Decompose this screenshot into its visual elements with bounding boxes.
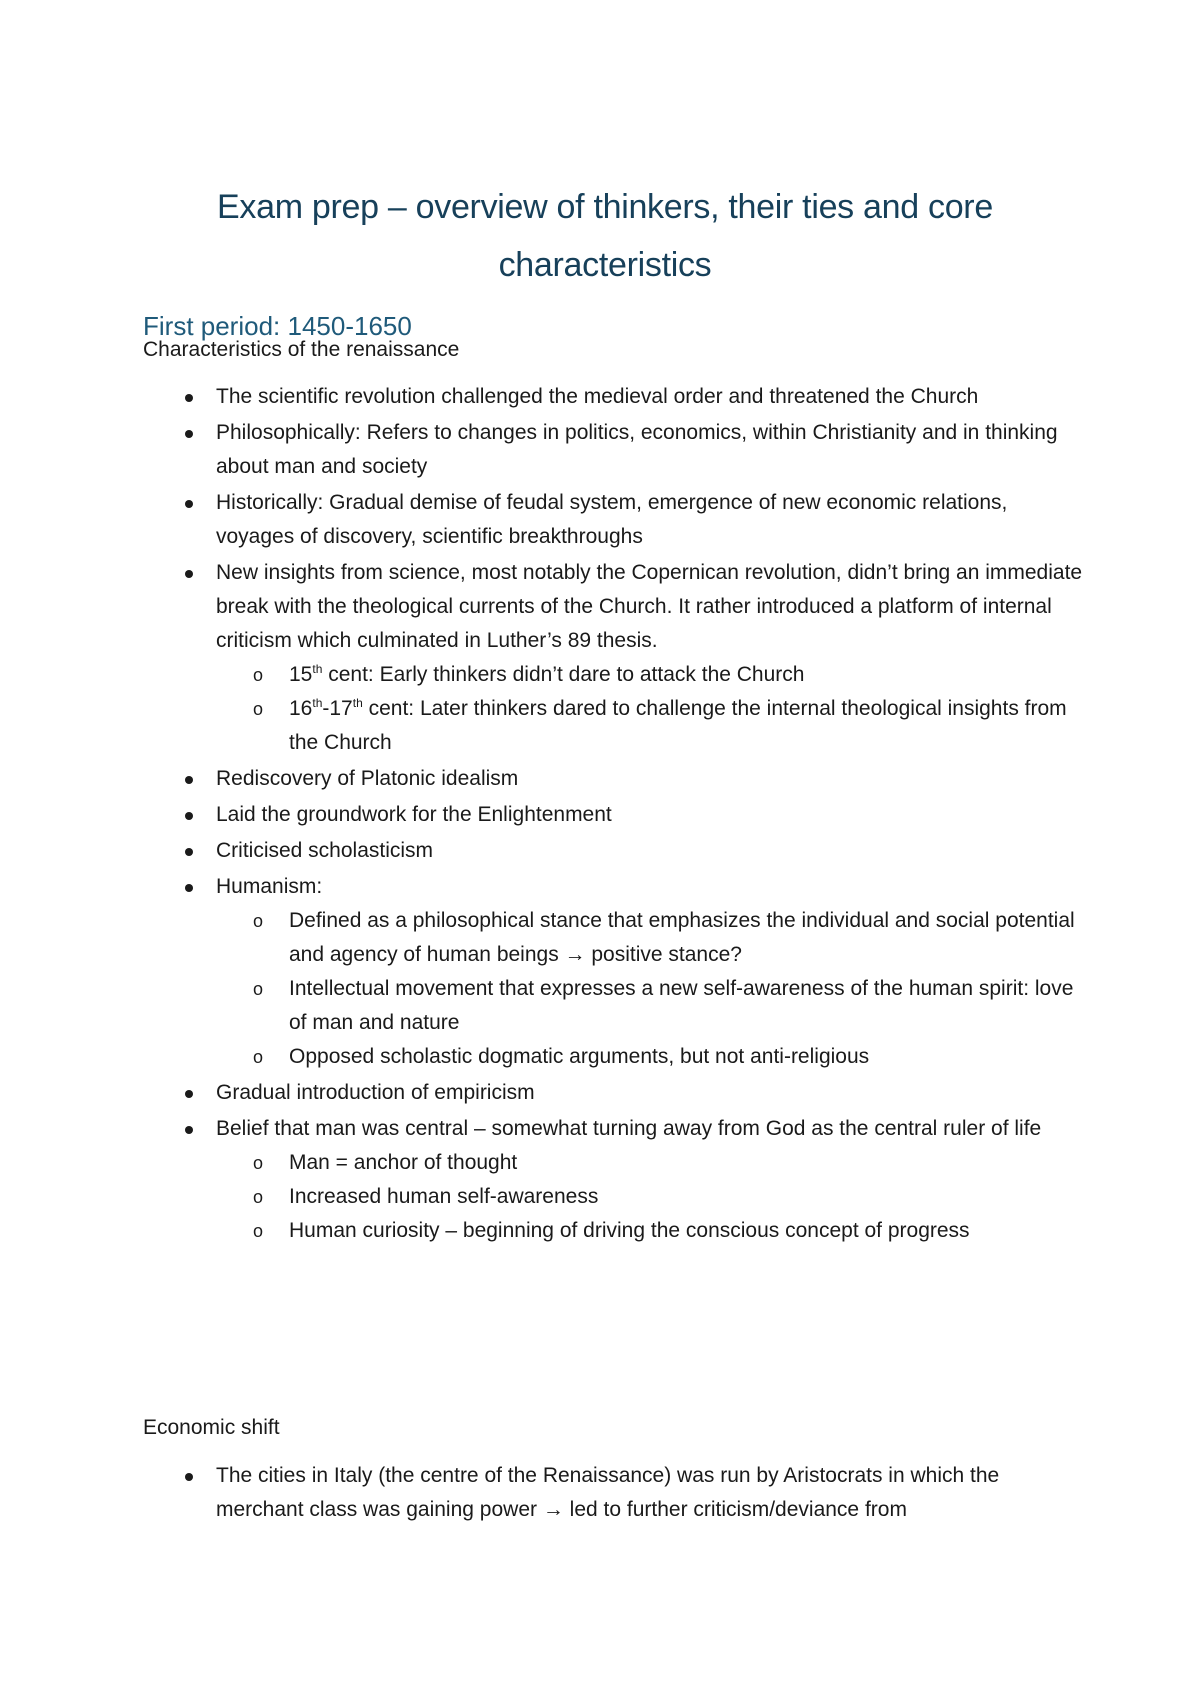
circle-bullet-icon: o xyxy=(253,665,264,685)
century-16-number: 16 xyxy=(289,697,313,720)
sublist-item xyxy=(216,904,1083,972)
subheading-renaissance: Characteristics of the renaissance xyxy=(143,338,460,361)
list-item-text: New insights from science, most notably the Copernican revolution, didn’t bring an immediate break with the theological currents of the Church. It rather introduced a platform of internal criticism which culminated in Luther’s 89 thesis. xyxy=(216,561,1083,652)
circle-bullet-icon: o xyxy=(253,979,264,999)
sublist-item xyxy=(216,658,1083,692)
list-item-text: The cities in Italy (the centre of the Renaissance) was run by Aristocrats in which the merchant class was gaining power → led to further criticism/deviance from xyxy=(216,1464,1000,1521)
circle-bullet-icon: o xyxy=(253,1153,264,1173)
man-central-sublist xyxy=(216,1146,1083,1248)
bullet-icon xyxy=(185,430,193,438)
sublist-item-text: Defined as a philosophical stance that emphasizes the individual and social potential and agency of human beings → positive stance? xyxy=(289,909,1075,966)
list-item-text: Humanism: xyxy=(216,875,323,898)
century-15-number: 15 xyxy=(289,663,313,686)
bullet-icon xyxy=(185,848,193,856)
century-17-number: -17 xyxy=(322,697,353,720)
economic-list xyxy=(143,1459,1083,1529)
circle-bullet-icon: o xyxy=(253,911,264,931)
century-16-text: cent: Later thinkers dared to challenge the internal theological insights from the Church xyxy=(289,697,1067,754)
sublist-item xyxy=(216,1214,1083,1248)
list-item xyxy=(143,556,1083,760)
sublist-item-text: Increased human self-awareness xyxy=(289,1185,599,1208)
bullet-icon xyxy=(185,812,193,820)
bullet-icon xyxy=(185,884,193,892)
list-item xyxy=(143,762,1083,796)
circle-bullet-icon: o xyxy=(253,1047,264,1067)
list-item xyxy=(143,798,1083,832)
list-item xyxy=(143,1459,1083,1527)
sublist-item xyxy=(216,972,1083,1040)
sublist-item-text: Intellectual movement that expresses a new self-awareness of the human spirit: love of man and nature xyxy=(289,977,1074,1034)
sublist-item-text: Opposed scholastic dogmatic arguments, but not anti-religious xyxy=(289,1045,870,1068)
bullet-icon xyxy=(185,394,193,402)
bullet-icon xyxy=(185,776,193,784)
renaissance-list xyxy=(143,380,1083,1250)
list-item xyxy=(143,486,1083,554)
sublist-item xyxy=(216,1180,1083,1214)
circle-bullet-icon: o xyxy=(253,1221,264,1241)
list-item xyxy=(143,834,1083,868)
bullet-icon xyxy=(185,1473,193,1481)
circle-bullet-icon: o xyxy=(253,699,264,719)
sublist-item xyxy=(216,692,1083,760)
list-item-text: The scientific revolution challenged the medieval order and threatened the Church xyxy=(216,385,979,408)
bullet-icon xyxy=(185,1090,193,1098)
list-item-text: Philosophically: Refers to changes in politics, economics, within Christianity and in thinking about man and society xyxy=(216,421,1058,478)
list-item xyxy=(143,1076,1083,1110)
century-17-suffix: th xyxy=(352,696,363,710)
century-16-suffix: th xyxy=(312,696,323,710)
title-line-2: characteristics xyxy=(498,246,712,284)
sublist-item-text: Human curiosity – beginning of driving the conscious concept of progress xyxy=(289,1219,970,1242)
sublist-item xyxy=(216,1146,1083,1180)
list-item xyxy=(143,870,1083,1074)
circle-bullet-icon: o xyxy=(253,1187,264,1207)
subheading-economic: Economic shift xyxy=(143,1416,280,1439)
list-item xyxy=(143,416,1083,484)
century-15-text: cent: Early thinkers didn’t dare to attack the Church xyxy=(322,663,805,686)
list-item-text: Rediscovery of Platonic idealism xyxy=(216,767,519,790)
title-line-1: Exam prep – overview of thinkers, their ties and core xyxy=(217,188,993,226)
bullet-icon xyxy=(185,1126,193,1134)
sublist-item xyxy=(216,1040,1083,1074)
section-heading: First period: 1450-1650 xyxy=(143,311,412,341)
list-item-text: Gradual introduction of empiricism xyxy=(216,1081,535,1104)
list-item-text: Laid the groundwork for the Enlightenment xyxy=(216,803,612,826)
humanism-sublist xyxy=(216,904,1083,1074)
list-item xyxy=(143,380,1083,414)
document-title xyxy=(140,178,1070,294)
sublist-item-text: Man = anchor of thought xyxy=(289,1151,518,1174)
list-item-text: Criticised scholasticism xyxy=(216,839,434,862)
list-item-text: Belief that man was central – somewhat turning away from God as the central ruler of life xyxy=(216,1117,1042,1140)
bullet-icon xyxy=(185,500,193,508)
bullet-icon xyxy=(185,570,193,578)
list-item xyxy=(143,1112,1083,1248)
century-15-suffix: th xyxy=(312,662,323,676)
list-item-text: Historically: Gradual demise of feudal system, emergence of new economic relations, voyages of discovery, scientific breakthroughs xyxy=(216,491,1008,548)
centuries-sublist xyxy=(216,658,1083,760)
